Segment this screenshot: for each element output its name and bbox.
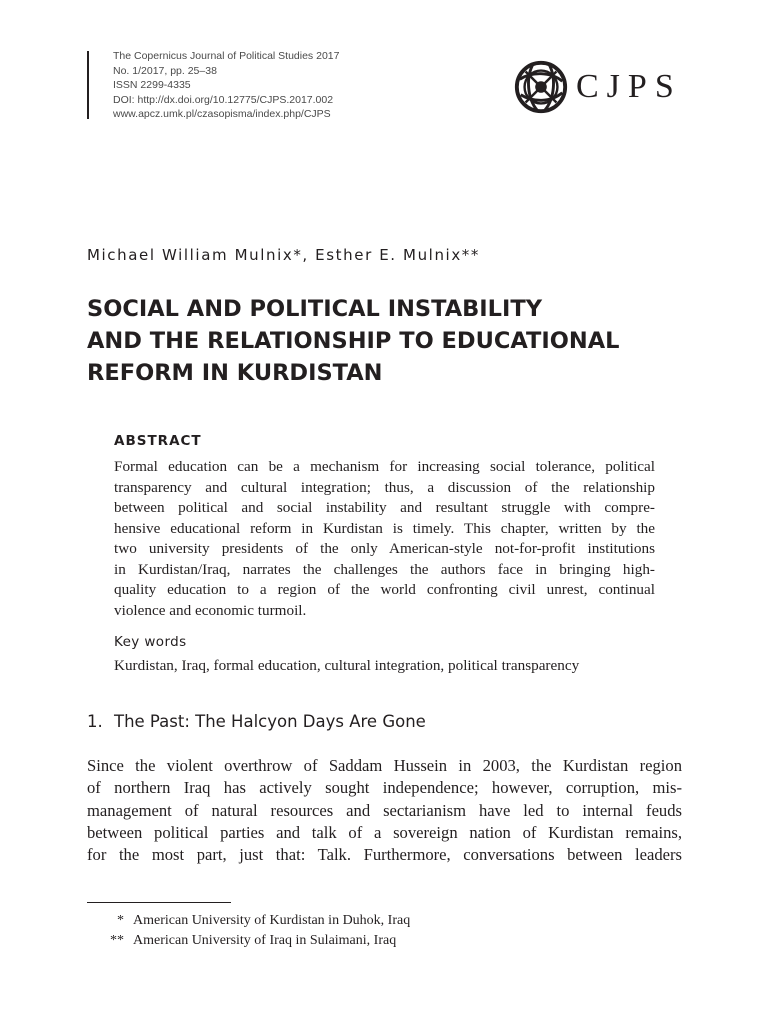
footnote xyxy=(87,911,410,931)
abstract-line: in Kurdistan/Iraq, narrates the challenges the authors face in bringing high- xyxy=(114,560,655,578)
body-line: of northern Iraq has actively sought independence; however, corruption, mis- xyxy=(87,778,682,798)
body-line: between political parties and talk of a sovereign nation of Kurdistan remains, xyxy=(87,822,682,842)
abstract-line: hensive educational reform in Kurdistan is timely. This chapter, written by the xyxy=(114,519,655,537)
journal-name: The Copernicus Journal of Political Studies 2017 xyxy=(113,50,340,62)
keywords-heading: Key words xyxy=(114,634,187,650)
abstract-heading: ABSTRACT xyxy=(114,433,202,449)
body-line: management of natural resources and sectarianism have led to internal feuds xyxy=(87,800,682,820)
footnote-mark: * xyxy=(117,913,124,928)
title-line: AND THE RELATIONSHIP TO EDUCATIONAL xyxy=(87,328,620,354)
logo-text: CJPS xyxy=(576,68,682,105)
footnote-divider xyxy=(87,902,231,903)
abstract-body xyxy=(114,457,655,621)
article-title xyxy=(87,293,687,389)
body-line: Since the violent overthrow of Saddam Hussein in 2003, the Kurdistan region xyxy=(87,756,682,775)
abstract-line: transparency and cultural integration; thus, a discussion of the relationship xyxy=(114,478,655,496)
journal-url: www.apcz.umk.pl/czasopisma/index.php/CJPS xyxy=(113,108,331,120)
body-line: for the most part, just that: Talk. Furthermore, conversations between leaders xyxy=(87,845,682,865)
body-paragraph xyxy=(87,755,682,866)
keywords-list: Kurdistan, Iraq, formal education, cultural integration, political transparency xyxy=(114,657,580,674)
title-line: SOCIAL AND POLITICAL INSTABILITY xyxy=(87,296,542,322)
section-title: The Past: The Halcyon Days Are Gone xyxy=(114,712,426,731)
article-authors: Michael William Mulnix*, Esther E. Mulnix** xyxy=(87,246,480,264)
journal-issue: No. 1/2017, pp. 25–38 xyxy=(113,64,217,77)
abstract xyxy=(114,431,655,676)
footnote xyxy=(87,931,410,951)
cjps-logo xyxy=(512,58,682,116)
journal-info xyxy=(87,49,339,122)
footnote-text: American University of Iraq in Sulaimani, Iraq xyxy=(133,932,397,948)
abstract-line: two university presidents of the only American-style not-for-profit institutions xyxy=(114,540,655,557)
abstract-line: Formal education can be a mechanism for increasing social tolerance, political xyxy=(114,458,655,475)
abstract-line: between political and social instability and resultant struggle with compre- xyxy=(114,499,655,516)
section-heading xyxy=(87,712,426,731)
footnote-text: American University of Kurdistan in Duhok, Iraq xyxy=(133,913,411,928)
journal-doi: DOI: http://dx.doi.org/10.12775/CJPS.2017.002 xyxy=(113,93,334,106)
abstract-line: quality education to a region of the world confronting civil unrest, continual xyxy=(114,581,655,598)
section-number: 1. xyxy=(87,712,103,731)
footnote-mark: ** xyxy=(110,932,124,948)
abstract-line: violence and economic turmoil. xyxy=(114,601,307,619)
globe-logo-icon xyxy=(512,58,570,116)
footnotes xyxy=(87,911,410,950)
journal-issn: ISSN 2299-4335 xyxy=(113,79,191,91)
title-line: REFORM IN KURDISTAN xyxy=(87,360,383,386)
